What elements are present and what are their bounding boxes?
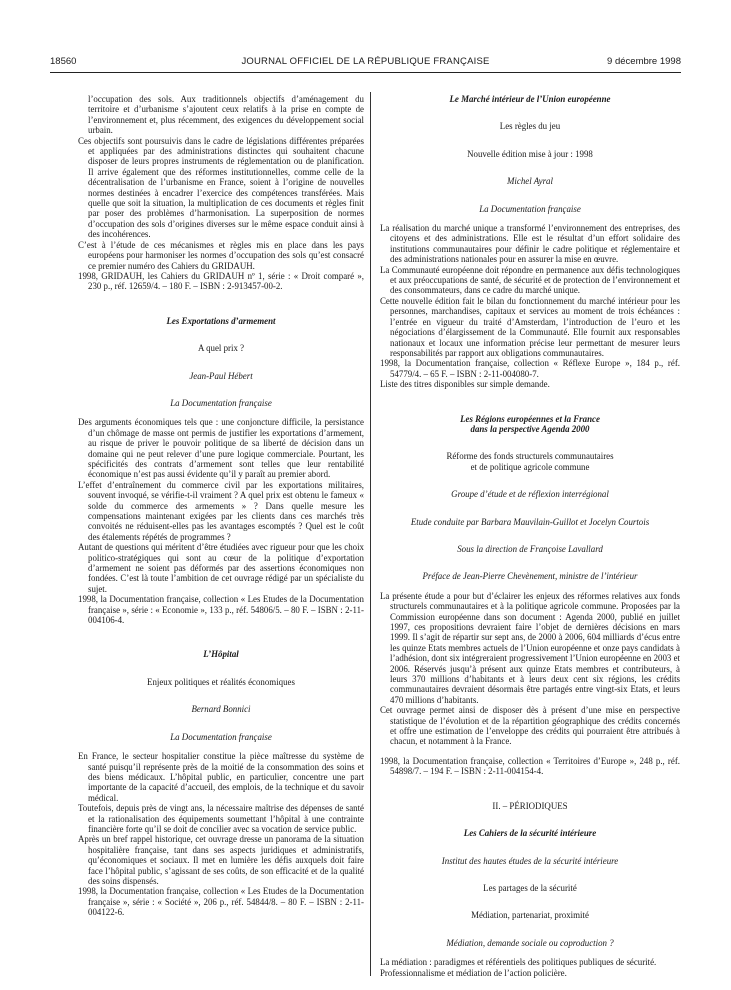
reference: 1998, la Documentation française, collection « Territoires d’Europe », 248 p., réf. 54898/7. – 194 F. – ISBN : 2-11-004154-4. xyxy=(380,755,680,777)
book-title: Le Marché intérieur de l’Union européenne xyxy=(449,94,611,104)
section-heading: II. – PÉRIODIQUES xyxy=(492,800,568,811)
book-study-authors: Etude conduite par Barbara Mauvilain-Guillot et Jocelyn Courtois xyxy=(410,516,650,527)
book-publisher: La Documentation française xyxy=(170,397,272,408)
paragraph: Des arguments économiques tels que : une conjoncture difficile, la persistance d’un chômage de masse ont permis de justifier les exportations d’armement, au risque de priver le pouvoir politique de sa liberté de décision dans un domaine qui ne peut relever d’une pure logique commerciale. Pourtant, les spécificités des contrats d’armement sont telles que leur rentabilité économique n’est pas aussi évidente qu’il y paraît au premier abord. xyxy=(78,417,364,480)
paragraph: Autant de questions qui méritent d’être étudiées avec rigueur pour que les choix politico-stratégiques qui sont au cœur de la politique d’exportation d’armement ne soient pas déformés par des assertions économiques non fondées. C’est là toute l’ambition de cet ouvrage rédigé par un spécialiste du sujet. xyxy=(78,542,364,594)
issue-date: 9 décembre 1998 xyxy=(607,56,681,67)
contents-item: La médiation : paradigmes et référentiels des politiques publiques de sécurité. xyxy=(380,957,657,968)
paragraph: Cet ouvrage permet ainsi de disposer dès à présent d’une mise en perspective statistique de l’évolution et de la répartition géographique des crédits concernés et offre une estimation de l’enveloppe des crédits qui pourraient être attribués à chacun, et notamment à la France. xyxy=(380,705,680,747)
book-title: L’Hôpital xyxy=(203,649,239,660)
paragraph: La Communauté européenne doit répondre en permanence aux défis technologiques et aux préoccupations de santé, de sécurité et de protection de l’environnement et des consommateurs, dans ce cadre du marché unique. xyxy=(380,264,680,296)
paragraph: Toutefois, depuis près de vingt ans, la nécessaire maîtrise des dépenses de santé et la rationalisation des équipements soumettant l’hôpital à une contrainte financière forte qu’il se doit de concilier avec sa vocation de service public. xyxy=(78,803,364,834)
book-subtitle: Réforme des fonds structurels communautaires xyxy=(446,451,614,462)
paragraph: La présente étude a pour but d’éclairer les enjeux des réformes relatives aux fonds structurels communautaires et à la politique agricole commune. Proposées par la Commission européenne dans son document : Agenda 2000, publié en juillet 1997, ces propositions devraient faire l’objet de dernières décisions en mars 1999. Il s’agit de répartir sur sept ans, de 2000 à 2006, 604 milliards d’écus entre les quinze Etats membres actuels de l’Union européenne et onze pays candidats à l’adhésion, dont six intégreraient progressivement l’Union européenne en 2003 et 2006. Réservés jusqu’à présent aux quinze Etats membres et contributeurs, à leurs 370 millions d’habitants et à leurs deux cent six régions, les crédits communautaires devraient désormais être partagés entre vingt-six Etats, et leurs 470 millions d’habitants. xyxy=(380,590,680,705)
reference: 1998, GRIDAUH, les Cahiers du GRIDAUH nº 1, série : « Droit comparé », 230 p., réf. 12659/4. – 180 F. – ISBN : 2-913457-00-2. xyxy=(78,270,364,292)
book-title-line-2: dans la perspective Agenda 2000 xyxy=(470,423,590,434)
header-rule xyxy=(50,72,681,73)
book-subtitle-line-2: et de politique agricole commune xyxy=(470,461,590,472)
page-header xyxy=(50,56,681,72)
book-publisher: La Documentation française xyxy=(170,731,272,742)
paragraph: Ces objectifs sont poursuivis dans le cadre de législations différentes préparées et appliquées par des administrations distinctes qui souhaitent chacune disposer de leurs propres instruments de réglementation ou de planification. Il arrive également que des réformes institutionnelles, comme celle de la décentralisation de l’urbanisme en France, soient à l’origine de nouvelles normes destinées à encadrer l’exercice des compétences transférées. Mais quelle que soit la situation, la multiplication de ces documents et règles finit par poser des problèmes d’harmonisation. La superposition de normes d’occupation des sols d’origines diverses sur le même espace conduit ainsi à des incohérences. xyxy=(78,135,364,240)
book-title: Les Régions européennes et la France xyxy=(460,413,600,424)
book-preface: Préface de Jean-Pierre Chevènement, ministre de l’intérieur xyxy=(422,571,638,582)
periodical-theme: Médiation, demande sociale ou coproduction ? xyxy=(446,937,614,948)
book-edition: Nouvelle édition mise à jour : 1998 xyxy=(467,148,593,159)
paragraph: En France, le secteur hospitalier constitue la pièce maîtresse du système de santé puisqu’il représente près de la moitié de la consommation des soins et des biens médicaux. L’hôpital public, en particulier, concentre une part importante de la capacité d’accueil, des emplois, de la technique et du savoir médical. xyxy=(78,751,364,803)
book-author: Bernard Bonnici xyxy=(191,704,251,715)
availability-note: Liste des titres disponibles sur simple demande. xyxy=(380,379,550,390)
book-direction: Sous la direction de Françoise Lavallard xyxy=(457,543,603,554)
reference: 1998, la Documentation française, collection « Réflexe Europe », 184 p., réf. 54779/4. – 65 F. – ISBN : 2-11-004080-7. xyxy=(380,358,680,379)
left-column xyxy=(78,94,364,918)
paragraph: Après un bref rappel historique, cet ouvrage dresse un panorama de la situation hospitalière française, tant dans ses aspects juridiques et administratifs, qu’économiques et sociaux. Il met en lumière les défis auxquels doit faire face l’hôpital public, s’agissant de ses coûts, de son efficacité et de la qualité des soins dispensés. xyxy=(78,834,364,886)
paragraph: l’occupation des sols. Aux traditionnels objectifs d’aménagement du territoire et d’urbanisme s’ajoutent ceux relatifs à la prise en compte de l’environnement et, plus récemment, des exigences du développement social urbain. xyxy=(88,94,364,136)
book-title: Les Exportations d’armement xyxy=(166,315,276,326)
book-group: Groupe d’étude et de réflexion interrégional xyxy=(451,489,609,500)
book-author: Michel Ayral xyxy=(507,176,553,187)
reference: 1998, la Documentation française, collection « Les Etudes de la Documentation française », série : « Economie », 133 p., réf. 54806/5. – 80 F. – ISBN : 2-11-004106-4. xyxy=(78,594,364,626)
reference: 1998, la Documentation française, collection « Les Etudes de la Documentation française », série : « Société », 206 p., réf. 54844/8. – 80 F. – ISBN : 2-11-004122-6. xyxy=(78,886,364,918)
journal-title: JOURNAL OFFICIEL DE LA RÉPUBLIQUE FRANÇAISE xyxy=(241,56,490,67)
column-divider xyxy=(370,92,371,976)
paragraph: L’effet d’entraînement du commerce civil par les exportations militaires, souvent invoqué, se vérifie-t-il vraiment ? A quel prix est obtenu le fameux « solde du commerce des armements » ? Dans quelle mesure les compensations maintenant exigées par les clients dans ces marchés très convoités ne réduisent-elles pas les avantages escomptés ? Quel est le coût des étalements répétés de programmes ? xyxy=(78,479,364,542)
paragraph: La réalisation du marché unique a transformé l’environnement des entreprises, des citoyens et des administrations. Elle est le résultat d’un effort solidaire des institutions communautaires pour définir le cadre politique et réglementaire et des administrations nationales pour en assurer la mise en œuvre. xyxy=(380,223,680,265)
contents-item: Professionnalisme et médiation de l’action policière. xyxy=(380,967,567,978)
book-author: Jean-Paul Hébert xyxy=(189,370,253,381)
periodical-title: Les Cahiers de la sécurité intérieure xyxy=(463,828,597,839)
book-subtitle: Enjeux politiques et réalités économiques xyxy=(147,676,295,687)
page-number: 18560 xyxy=(50,56,77,67)
periodical-institute: Institut des hautes études de la sécurité intérieure xyxy=(441,855,619,866)
paragraph: Cette nouvelle édition fait le bilan du fonctionnement du marché intérieur pour les personnes, marchandises, capitaux et services au moment de trois échéances : l’entrée en vigueur du traité d’Amsterdam, l’introduction de l’euro et les négociations d’élargissement de la Communauté. Elle fournit aux responsables nationaux et locaux une information précise leur permettant de mesurer leurs responsabilités par rapport aux obligations communautaires. xyxy=(380,295,680,358)
right-column xyxy=(380,94,680,978)
periodical-subtitle-2: Médiation, partenariat, proximité xyxy=(471,910,589,921)
book-publisher: La Documentation française xyxy=(479,203,581,214)
paragraph: C’est à l’étude de ces mécanismes et règles mis en place dans les pays européens pour harmoniser les normes d’occupation des sols qu’est consacré ce premier numéro des Cahiers du GRIDAUH. xyxy=(78,239,364,271)
book-subtitle: A quel prix ? xyxy=(197,343,245,354)
periodical-subtitle: Les partages de la sécurité xyxy=(483,882,577,893)
book-subtitle: Les règles du jeu xyxy=(499,121,561,132)
